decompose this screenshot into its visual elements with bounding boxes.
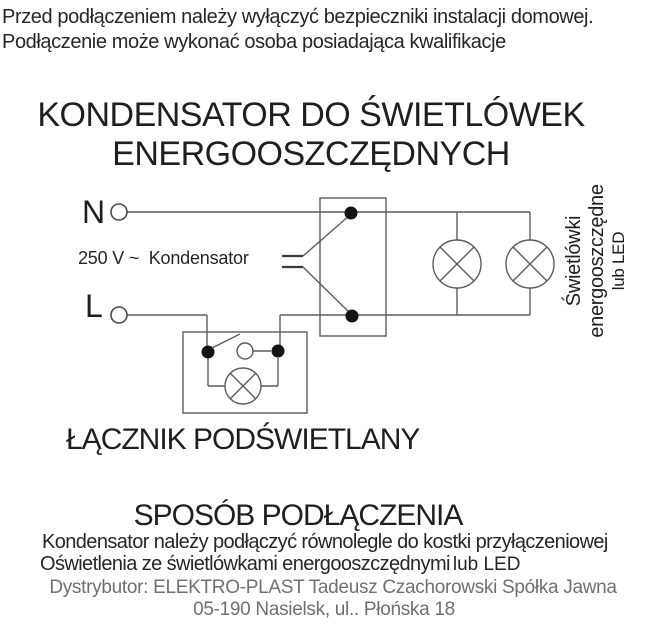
lamps-label-line1: Świetlówki	[563, 215, 585, 307]
connection-heading: SPOSÓB PODŁĄCZENIA	[133, 499, 463, 532]
capacitor-lead-bottom	[303, 267, 351, 314]
safety-warning-line1: Przed podłączeniem należy wyłączyć bezpieczniki instalacji domowej.	[2, 6, 594, 28]
connection-body-line2-suffix: lub LED	[452, 554, 521, 575]
junction-dot-top	[345, 207, 358, 220]
distributor-line2: 05-190 Nasielsk, ul.. Płońska 18	[193, 599, 455, 620]
junction-dot-bottom	[346, 310, 359, 323]
page-title-line1: KONDENSATOR DO ŚWIETLÓWEK	[37, 96, 585, 134]
lamps-label-line2: energooszczędne	[586, 184, 608, 338]
connection-body-line2	[40, 553, 520, 576]
safety-warning-line2: Podłączenie może wykonać osoba posiadająca kwalifikacje	[2, 31, 506, 53]
switch-box	[183, 332, 307, 413]
switch-lever	[212, 334, 240, 348]
terminal-l-label: L	[85, 288, 103, 324]
distributor-line1: Dystrybutor: ELEKTRO-PLAST Tadeusz Czachorowski Spółka Jawna	[49, 577, 617, 598]
safety-warning	[2, 5, 650, 55]
terminal-n-circle	[111, 204, 127, 220]
page-title	[0, 96, 622, 174]
page-title-line2: ENERGOOSZCZĘDNYCH	[112, 135, 510, 173]
lamps-label	[563, 176, 639, 346]
capacitor-label: 250 V ~ Kondensator	[78, 248, 249, 268]
switch-terminal-right-dot	[272, 345, 285, 358]
switch-label: ŁĄCZNIK PODŚWIETLANY	[66, 423, 420, 456]
terminal-l-circle	[111, 307, 127, 323]
terminal-n-label: N	[82, 194, 106, 230]
neon-indicator-circle	[237, 343, 253, 359]
lamps-label-line3: lub LED	[609, 231, 628, 291]
connection-body-line2-main: Oświetlenia ze świetlówkami energooszczędnymi	[40, 553, 450, 575]
capacitor-lead-top	[303, 215, 350, 256]
connection-body-line1: Kondensator należy podłączyć równolegle do kostki przyłączeniowej	[42, 531, 608, 553]
